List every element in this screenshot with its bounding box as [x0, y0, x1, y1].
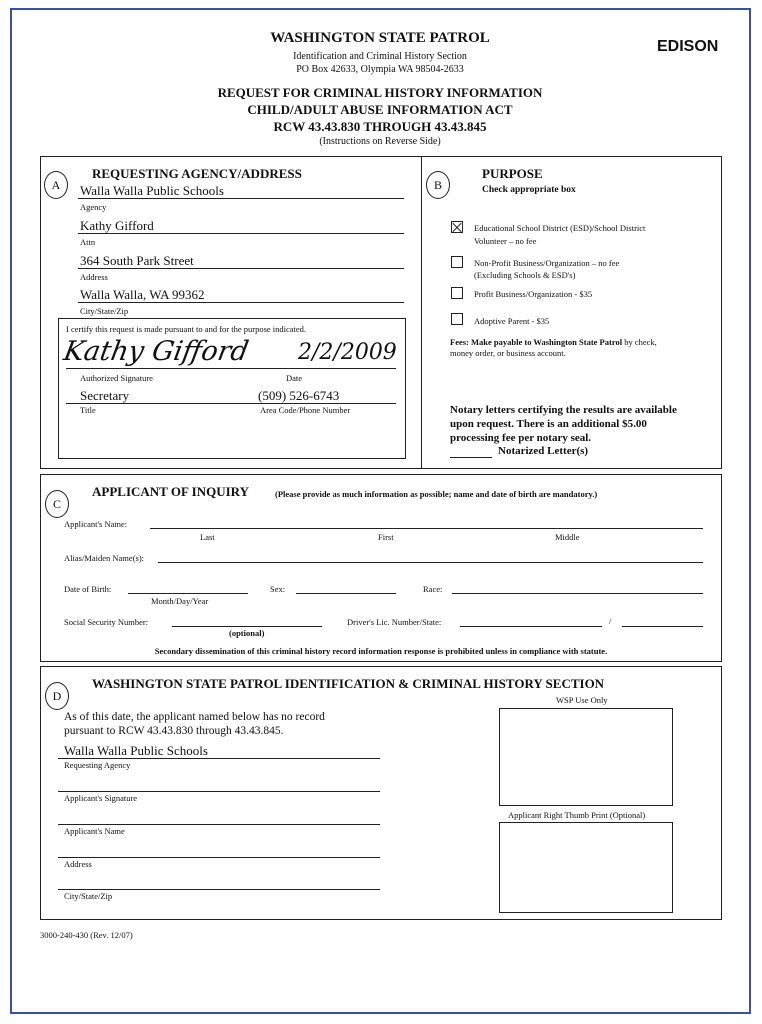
section-a-heading: REQUESTING AGENCY/ADDRESS: [92, 166, 302, 181]
name-last-hint: Last: [200, 532, 215, 542]
fees-prefix: Fees: Make payable to: [450, 337, 534, 347]
dob-label: Date of Birth:: [64, 584, 112, 594]
sex-line[interactable]: [296, 593, 396, 594]
dl-separator: /: [609, 616, 612, 626]
fees-line-1: [450, 337, 657, 347]
notary-line-2: upon request. There is an additional $5.00: [450, 418, 647, 430]
d-name-line[interactable]: [58, 824, 380, 825]
agency-label: Agency: [80, 202, 107, 212]
title-value[interactable]: Secretary: [80, 388, 130, 403]
address-label: Address: [80, 272, 108, 282]
dl-state-line[interactable]: [622, 626, 703, 627]
checkbox-esd[interactable]: [451, 221, 463, 233]
thumb-print-box: [499, 822, 673, 913]
section-c-box: [40, 474, 722, 662]
section-d-marker: D: [45, 682, 69, 710]
section-b-heading: PURPOSE: [482, 166, 543, 181]
option-nonprofit-line1: Non-Profit Business/Organization – no fee: [474, 258, 620, 268]
ssn-line[interactable]: [172, 626, 322, 627]
d-city-line[interactable]: [58, 889, 380, 890]
dl-label: Driver's Lic. Number/State:: [347, 617, 442, 627]
d-agency-line: [58, 758, 380, 759]
d-name-label: Applicant's Name: [64, 826, 125, 836]
notary-line-1: Notary letters certifying the results are available: [450, 404, 677, 416]
d-agency-label: Requesting Agency: [64, 760, 131, 770]
fees-payee: Washington State Patrol: [533, 337, 623, 347]
option-esd-line2: Volunteer – no fee: [474, 236, 537, 246]
section-name: Identification and Criminal History Section: [293, 51, 467, 62]
address-line: [78, 268, 404, 269]
checkbox-adoptive[interactable]: [451, 313, 463, 325]
signature-line: [66, 368, 396, 369]
wsp-use-label: WSP Use Only: [556, 695, 608, 705]
thumb-print-label: Applicant Right Thumb Print (Optional): [508, 810, 646, 820]
agency-value[interactable]: Walla Walla Public Schools: [80, 183, 224, 198]
city-line: [78, 302, 404, 303]
no-record-text-2: pursuant to RCW 43.43.830 through 43.43.845.: [64, 725, 284, 737]
agency-line: [78, 198, 404, 199]
d-signature-line[interactable]: [58, 791, 380, 792]
signature-label: Authorized Signature: [80, 373, 153, 383]
attn-line: [78, 233, 404, 234]
dissemination-notice: Secondary dissemination of this criminal history record information response is prohibited unless in compliance with statute.: [154, 646, 608, 656]
d-address-line[interactable]: [58, 857, 380, 858]
notary-count-line: [450, 457, 492, 458]
notary-line-4: Notarized Letter(s): [498, 445, 589, 457]
phone-label: Area Code/Phone Number: [260, 405, 351, 415]
section-b-subheading: Check appropriate box: [482, 185, 576, 195]
dl-number-line[interactable]: [460, 626, 602, 627]
sex-label: Sex:: [270, 584, 286, 594]
form-number: 3000-240-430 (Rev. 12/07): [40, 930, 133, 940]
race-line[interactable]: [452, 593, 703, 594]
city-label: City/State/Zip: [80, 306, 129, 316]
name-first-hint: First: [378, 532, 394, 542]
d-agency-value[interactable]: Walla Walla Public Schools: [64, 743, 208, 758]
city-value[interactable]: Walla Walla, WA 99362: [80, 287, 205, 302]
dob-hint: Month/Day/Year: [151, 596, 209, 606]
handwritten-date[interactable]: 2/2/2009: [298, 340, 397, 365]
form-title-2: CHILD/ADULT ABUSE INFORMATION ACT: [247, 102, 513, 117]
checkbox-profit[interactable]: [451, 287, 463, 299]
fees-suffix: by check,: [622, 337, 657, 347]
phone-value[interactable]: (509) 526-6743: [258, 388, 340, 403]
form-title-1: REQUEST FOR CRIMINAL HISTORY INFORMATION: [217, 85, 543, 100]
fees-line-2: money order, or business account.: [450, 348, 566, 358]
d-signature-label: Applicant's Signature: [64, 793, 138, 803]
attn-value[interactable]: Kathy Gifford: [80, 218, 154, 233]
address-value[interactable]: 364 South Park Street: [80, 253, 194, 268]
section-c-note: (Please provide as much information as possible; name and date of birth are mandatory.): [275, 489, 598, 499]
ssn-label: Social Security Number:: [64, 617, 149, 627]
section-c-heading: APPLICANT OF INQUIRY: [92, 484, 249, 499]
agency-title: WASHINGTON STATE PATROL: [270, 30, 490, 46]
d-city-label: City/State/Zip: [64, 891, 113, 901]
alias-label: Alias/Maiden Name(s):: [64, 553, 145, 563]
d-address-label: Address: [64, 859, 92, 869]
option-esd-line1: Educational School District (ESD)/School District: [474, 223, 646, 233]
edison-stamp: EDISON: [657, 38, 719, 55]
agency-address: PO Box 42633, Olympia WA 98504-2633: [296, 64, 464, 75]
option-nonprofit-line2: (Excluding Schools & ESD's): [474, 270, 576, 280]
title-phone-line: [66, 403, 396, 404]
option-adoptive: Adoptive Parent - $35: [474, 316, 550, 326]
alias-line[interactable]: [158, 562, 703, 563]
instructions-note: (Instructions on Reverse Side): [319, 136, 441, 147]
ssn-hint: (optional): [229, 628, 265, 638]
notary-line-3: processing fee per notary seal.: [450, 432, 592, 444]
section-b-marker: B: [426, 171, 450, 199]
wsp-use-box: [499, 708, 673, 806]
dob-line[interactable]: [128, 593, 248, 594]
applicant-name-label: Applicant's Name:: [64, 519, 128, 529]
race-label: Race:: [423, 584, 443, 594]
checkbox-nonprofit[interactable]: [451, 256, 463, 268]
title-label: Title: [80, 405, 96, 415]
section-d-heading: WASHINGTON STATE PATROL IDENTIFICATION & CRIMINAL HISTORY SECTION: [92, 676, 605, 691]
date-label: Date: [286, 373, 303, 383]
handwritten-signature[interactable]: Kathy Gifford: [61, 336, 251, 367]
attn-label: Attn: [80, 237, 96, 247]
no-record-text-1: As of this date, the applicant named below has no record: [64, 711, 325, 723]
applicant-name-line[interactable]: [150, 528, 703, 529]
section-c-marker: C: [45, 490, 69, 518]
section-a-marker: A: [44, 171, 68, 199]
option-profit: Profit Business/Organization - $35: [474, 289, 593, 299]
certify-text: I certify this request is made pursuant to and for the purpose indicated.: [66, 324, 307, 334]
name-middle-hint: Middle: [555, 532, 580, 542]
form-title-3: RCW 43.43.830 THROUGH 43.43.845: [273, 119, 487, 134]
